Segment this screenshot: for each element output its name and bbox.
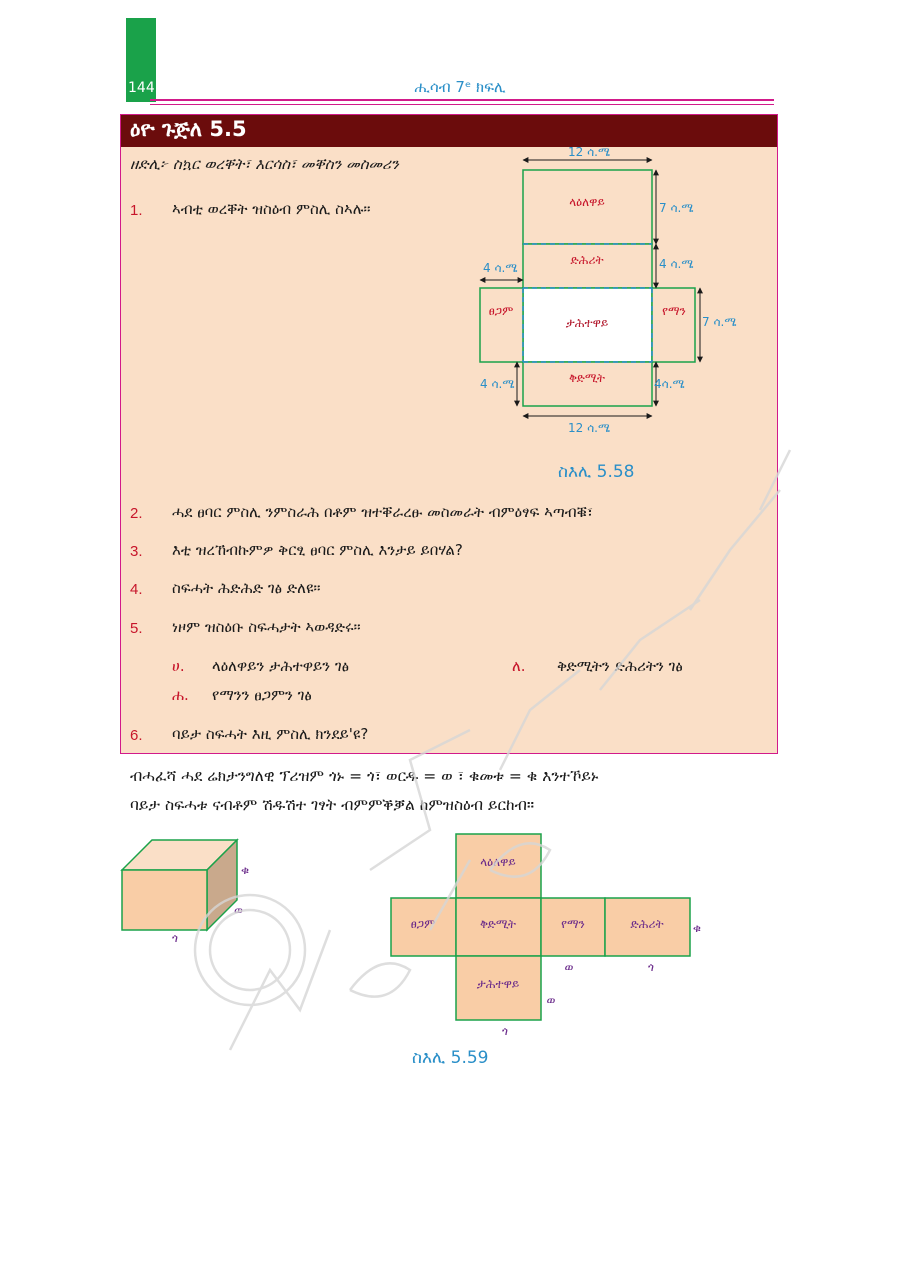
net-label-top: ላዕለዋይ: [480, 855, 516, 869]
question-text: እቲ ዝረኸብኩምዎ ቅርፂ ፀባር ምስሊ እንታይ ይበሃል?: [172, 541, 463, 559]
net-label-right: የማን: [561, 917, 585, 931]
prism-label-width: ወ: [234, 903, 243, 917]
question-text: ነዞም ዝስዕቡ ስፍሓታት ኣወዳድሩ።: [172, 618, 361, 636]
net-dim-length-bottom: ጎ: [502, 1024, 508, 1038]
face-label-back: ድሕሪት: [570, 253, 604, 267]
dim-right-height: 7 ሳ.ሜ: [702, 315, 737, 329]
net-label-back: ድሕሪት: [630, 917, 664, 931]
face-right: [652, 288, 695, 362]
sub-item-text: ቅድሚትን ድሕሪትን ገፅ: [557, 657, 683, 675]
prism-label-height: ቁ: [241, 863, 250, 877]
question-text: ባይታ ስፍሓት እዚ ምስሊ ክንደይ'ዩ?: [172, 725, 369, 743]
dim-left-width: 4 ሳ.ሜ: [483, 261, 518, 275]
net-label-front: ቅድሚት: [480, 917, 516, 931]
figure-caption-559: ስእሊ 5.59: [412, 1048, 489, 1068]
net-dim-width-right: ወ: [564, 960, 574, 974]
sub-item-text: የማንን ፀጋምን ገፅ: [212, 686, 312, 704]
dim-front-left: 4 ሳ.ሜ: [480, 377, 515, 391]
dim-top-width: 12 ሳ.ሜ: [568, 145, 611, 159]
header-rule: [150, 99, 774, 101]
sub-item-label: ሐ.: [172, 686, 189, 704]
dim-back-height: 4 ሳ.ሜ: [659, 257, 694, 271]
net-dim-length-back: ጎ: [648, 960, 654, 974]
face-label-bottom: ታሕተዋይ: [565, 316, 609, 330]
figure-caption-558: ስእሊ 5.58: [558, 462, 635, 482]
paragraph-line: ብሓፈሻ ሓደ ሬክታንግለዊ ፕሪዝም ጎኑ = ጎ፣ ወርዱ = ወ ፣ ቁመቱ = ቁ እንተኾይኑ: [130, 767, 599, 785]
face-label-right: የማን: [662, 304, 686, 318]
face-label-top: ላዕለዋይ: [569, 195, 605, 209]
prism-front-face: [122, 870, 207, 930]
dim-top-height: 7 ሳ.ሜ: [659, 201, 694, 215]
question-number: 2.: [130, 505, 143, 522]
net-dim-width-bottom: ወ: [546, 993, 556, 1007]
sub-item-label: ሀ.: [172, 657, 185, 675]
net-dim-height: ቁ: [692, 921, 702, 935]
question-number: 4.: [130, 581, 143, 598]
prism-label-length: ጎ: [172, 931, 178, 945]
page-number: 144: [128, 80, 155, 96]
question-number: 5.: [130, 620, 143, 637]
question-number: 3.: [130, 543, 143, 560]
running-head: ሒሳብ 7ᵉ ክፍሊ: [414, 78, 506, 96]
sub-item-label: ለ.: [512, 657, 526, 675]
activity-title: ዕዮ ጉጅለ 5.5: [130, 117, 247, 141]
rectangular-prism: [110, 832, 260, 947]
face-left: [480, 288, 523, 362]
net-figure-558: [470, 140, 760, 450]
sub-item-text: ላዕለዋይን ታሕተዋይን ገፅ: [212, 657, 349, 675]
question-text: ስፍሓት ሕድሕድ ገፅ ድለዩ።: [172, 579, 321, 597]
paragraph-line: ባይታ ስፍሓቱ ናብቶም ሽዱሽተ ገፃት ብምምቕቓል ከምዝስዕብ ይርከብ።: [130, 796, 535, 814]
header-rule-thin: [150, 104, 774, 105]
question-number: 1.: [130, 202, 143, 219]
question-text: ሓደ ፀባር ምስሊ ንምስራሕ በቶም ዝተቐራረፁ መስመራት ብምዕፃፍ ኣጣብቑ፣: [172, 503, 594, 521]
net-figure-559: [385, 826, 710, 1038]
question-text: ኣብቲ ወረቐት ዝስዕብ ምስሊ ስኣሉ።: [172, 200, 371, 218]
dim-front-right: 4ሳ.ሜ: [654, 377, 685, 391]
dim-bottom-width: 12 ሳ.ሜ: [568, 421, 611, 435]
face-label-front: ቅድሚት: [569, 371, 605, 385]
question-number: 6.: [130, 727, 143, 744]
face-label-left: ፀጋም: [488, 304, 514, 318]
net-label-left: ፀጋም: [410, 917, 436, 931]
net-label-bottom: ታሕተዋይ: [476, 977, 520, 991]
materials-line: ዘድሊ፦ ስኳር ወረቐት፣ እርሳስ፣ መቐስን መስመሪን: [130, 155, 399, 173]
